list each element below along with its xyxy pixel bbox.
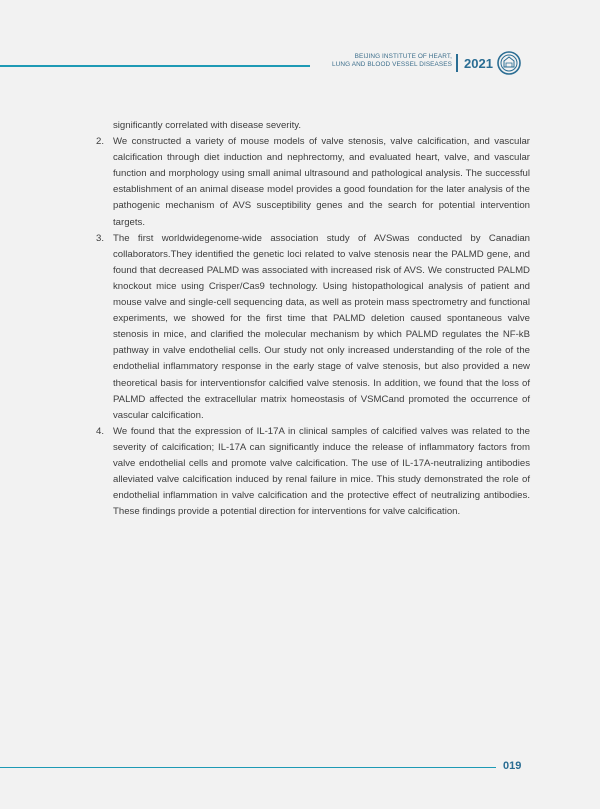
list-item-text: We found that the expression of IL-17A in clinical samples of calcified valves was related to the severity of calcification; IL-17A can significantly induce the release of inflammatory factors from valve endothelial cells and promote valve calcification. The use of IL-17A-neutralizing antibodies alleviated valve calcification induced by renal failure in mice. This study demonstrated the role of endothelial inflammation in valve calcification and the protective effect of neutralizing antibodies. These findings provide a potential direction for interventions for valve calcification.: [113, 425, 530, 518]
institute-name-line2: LUNG AND BLOOD VESSEL DISEASES: [332, 61, 452, 68]
list-item-number: 2.: [96, 136, 105, 148]
list-item-text: We constructed a variety of mouse models of valve stenosis, valve calcification, and vascular calcification through diet induction and nephrectomy, and evaluated heart, valve, and vascular function and morphology using small animal ultrasound and pathological analysis. The successful establishment of an animal disease model provides a good foundation for the later analysis of the pathogenic mechanism of AVS susceptibility genes and the search for potential intervention targets.: [113, 136, 530, 228]
list-item-number: 4.: [96, 425, 105, 437]
page-number: 019: [503, 760, 522, 772]
list-item: [96, 424, 530, 521]
list-item: [96, 134, 530, 231]
institute-name-line1: BEIJING INSTITUTE OF HEART,: [354, 53, 452, 60]
year-label: 2021: [464, 56, 493, 71]
list-item: [96, 231, 530, 424]
body-text: [96, 118, 530, 520]
list-item-text: The first worldwidegenome-wide association study of AVSwas conducted by Canadian collaborators.They identified the genetic loci related to valve stenosis near the PALMD gene, and found that decreased PALMD was associated with increased risk of AVS. We constructed PALMD knockout mice using Crisper/Cas9 technology. Using histopathological analysis of patient and mouse valve and single-cell sequencing data, as well as protein mass spectrometry and functional experiments, we showed for the first time that PALMD deletion caused spontaneous valve stenosis in mice, and clarified the molecular mechanism by which PALMD regulates the NF-kB pathway in valve endothelial cells. Our study not only increased understanding of the role of the endothelial inflammatory response in the early stage of valve stenosis, but also provided a new theoretical basis for interventionsfor calcified valve stenosis. In addition, we found that the loss of PALMD affected the extracellular matrix homeostasis of VSMCand promoted the occurrence of vascular calcification.: [113, 232, 530, 421]
header-rule: [0, 65, 310, 67]
footer-rule: [0, 767, 496, 768]
institute-logo-icon: [497, 51, 521, 75]
institute-name: [332, 53, 452, 69]
header-separator: [456, 54, 458, 72]
continuation-paragraph: significantly correlated with disease severity.: [113, 120, 302, 131]
list-item-number: 3.: [96, 232, 105, 244]
